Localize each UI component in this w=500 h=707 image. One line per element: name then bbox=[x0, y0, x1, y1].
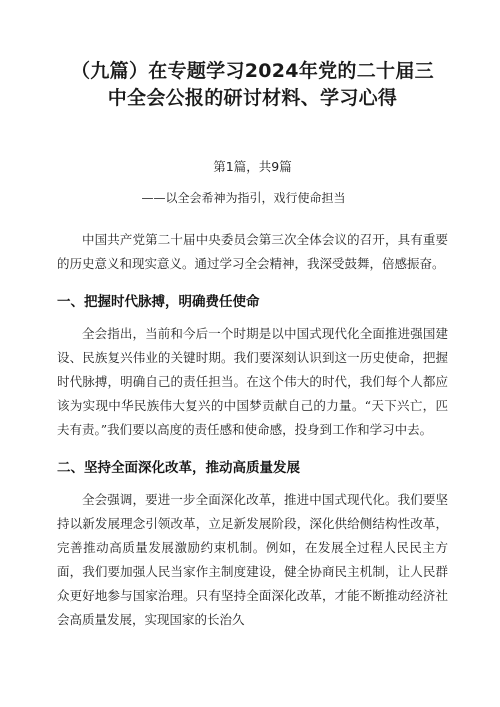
section-1-paragraph: 全会指出，当前和今后一个时期是以中国式现代化全面推进强国建设、民族复兴伟业的关键时期。我们要深刻认识到这一历史使命，把握时代脉搏，明确自己的责任担当。在这个伟大的时代，我们每个人都应该为实现中华民族伟大复兴的中国梦贡献自己的力量。“天下兴亡，匹夫有责。”我们要以高度的责任感和使命感，投身到工作和学习中去。 bbox=[57, 326, 448, 437]
title-line-2: 中全会公报的研讨材料、学习心得 bbox=[107, 87, 398, 109]
section-2-paragraph: 全会强调，要进一步全面深化改革，推进中国式现代化。我们要坚持以新发展理念引领改革，立足新发展阶段，深化供给侧结构性改革，完善推动高质量发展激励约束机制。例如，在发展全过程人民民主方面，我们要加强人民当家作主制度建设，健全协商民主机制，让人民群众更好地参与国家治理。只有坚持全面深化改革，才能不断推动经济社会高质量发展，实现国家的长治久 bbox=[57, 492, 448, 627]
section-1-heading: 一、把握时代脉搏，明确费任使命 bbox=[57, 294, 260, 310]
section-2-heading: 二、坚持全面深化改革，推动高质量发展 bbox=[57, 460, 300, 476]
article-subtitle: ——以全会希神为指引，戏行使命担当 bbox=[141, 191, 346, 205]
title-line-1: （九篇）在专题学习2024年党的二十届三 bbox=[71, 60, 434, 82]
document-title bbox=[57, 58, 448, 112]
intro-paragraph: 中国共产党第二十届中央委员会第三次全体会议的召开，具有重要的历史意义和现实意义。通过学习全会精神，我深受鼓舞，倍感振奋。 bbox=[57, 232, 448, 271]
article-number: 第1篇，共9篇 bbox=[213, 159, 292, 174]
